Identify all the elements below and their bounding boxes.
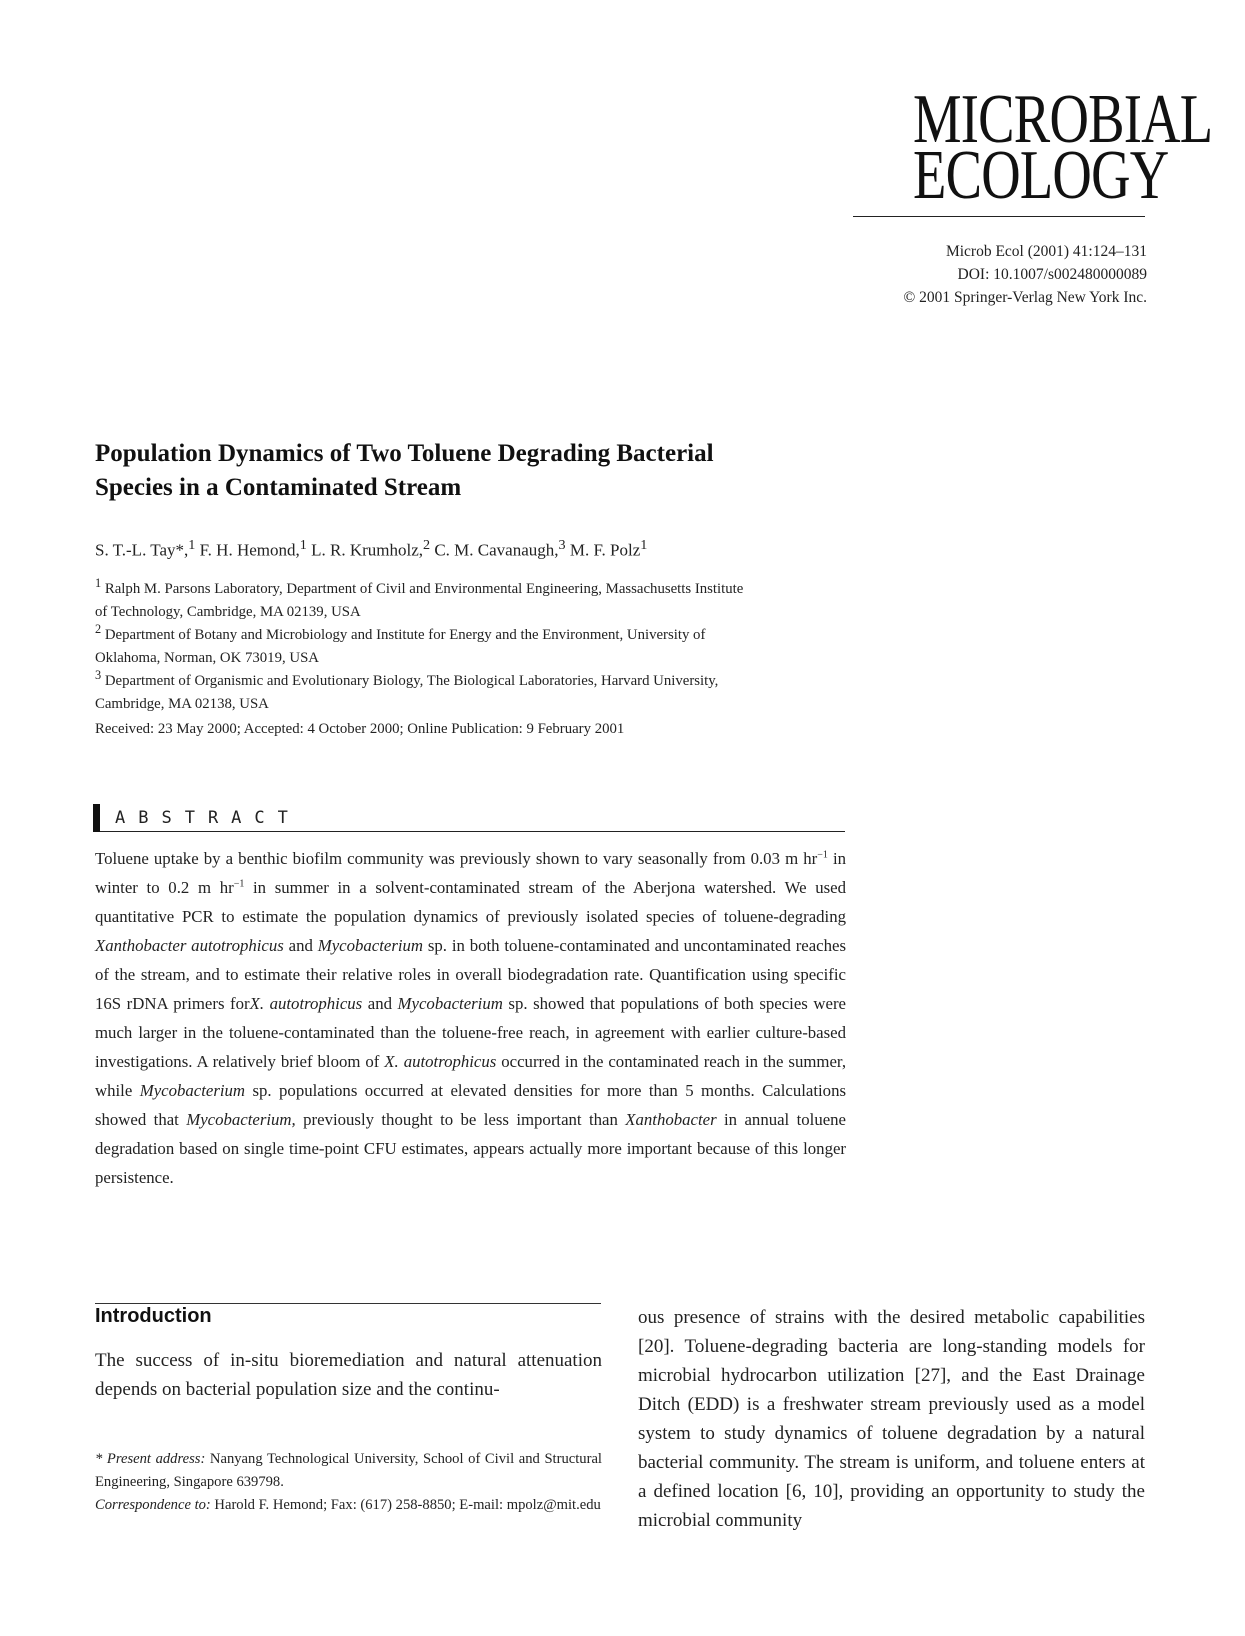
affiliation-number: 2 — [95, 622, 102, 636]
footnotes — [95, 1448, 602, 1517]
abstract-heading — [93, 801, 845, 832]
author-name: S. T.-L. Tay*, — [95, 540, 189, 560]
abstract-text: and — [362, 994, 398, 1013]
species-name: Mycobacterium — [139, 1081, 246, 1100]
abstract-text: Toluene uptake by a benthic biofilm community was previously shown to vary seasonally from 0.03 m hr — [95, 849, 818, 868]
affiliation-number: 1 — [95, 576, 102, 590]
footnote-text: Nanyang Technological University, School of Civil and Structural Engineering, Singapore 639798. — [95, 1451, 602, 1490]
masthead-rule — [853, 216, 1145, 217]
journal-logo-line1: MICROBIAL — [913, 81, 1213, 158]
affiliation-line: Department of Organismic and Evolutionary Biology, The Biological Laboratories, Harvard University, — [104, 672, 719, 689]
affiliation-line: of Technology, Cambridge, MA 02139, USA — [95, 603, 361, 620]
footnote-label: * Present address: — [95, 1451, 206, 1467]
footnote-text: Harold F. Hemond; Fax: (617) 258-8850; E-mail: mpolz@mit.edu — [210, 1497, 601, 1513]
copyright: © 2001 Springer-Verlag New York Inc. — [903, 289, 1147, 306]
affiliation-line: Oklahoma, Norman, OK 73019, USA — [95, 649, 319, 666]
abstract-heading-label: ABSTRACT — [115, 808, 301, 828]
journal-logo-line2: ECOLOGY — [913, 137, 1169, 214]
journal-logo — [913, 81, 1213, 214]
affiliation-3 — [95, 664, 855, 716]
article-title — [95, 437, 875, 505]
author-list — [95, 537, 647, 561]
abstract-body — [95, 844, 846, 1192]
abstract-text: occurred in the contaminated reach in the summer, while — [95, 1052, 847, 1100]
author-affil-sup: 1 — [640, 537, 648, 553]
abstract-text: in summer in a solvent-contaminated stream of the Aberjona watershed. We used quantitative PCR to estimate the population dynamics of previously isolated species of toluene-degrading — [95, 878, 846, 926]
species-name: Xanthobacter — [625, 1110, 717, 1129]
abstract-text: previously thought to be less important than — [295, 1110, 626, 1129]
species-name: Mycobacterium — [317, 936, 424, 955]
abstract-superscript: −1 — [233, 878, 245, 890]
author-affil-sup: 1 — [188, 537, 196, 553]
species-name: Xanthobacter autotrophicus — [95, 936, 284, 955]
introduction-right-column: ous presence of strains with the desired metabolic capabilities [20]. Toluene-degrading bacteria are long-standing models for microbial hydrocarbon utilization [27], and the East Drainage Ditch (EDD) is a freshwater stream previously used as a model system to study dynamics of toluene degradation by a natural bacterial community. The stream is uniform, and toluene enters at a defined location [6, 10], providing an opportunity to study the microbial community — [638, 1307, 1145, 1531]
affiliation-2 — [95, 618, 855, 670]
introduction-heading: Introduction — [95, 1305, 212, 1327]
abstract-bar-marker — [93, 804, 100, 832]
author-affil-sup: 3 — [558, 537, 566, 553]
author-affil-sup: 1 — [299, 537, 307, 553]
species-name: X. autotrophicus — [249, 994, 363, 1013]
affiliation-line: Ralph M. Parsons Laboratory, Department of Civil and Environmental Engineering, Massachusetts Institute — [104, 580, 744, 597]
citation-block — [904, 240, 1148, 309]
affiliation-line: Cambridge, MA 02138, USA — [95, 695, 269, 712]
species-name: Mycobacterium — [397, 994, 503, 1013]
present-address-footnote — [95, 1448, 602, 1494]
abstract-superscript: −1 — [817, 849, 828, 861]
affiliation-1 — [95, 572, 855, 624]
title-line-1: Population Dynamics of Two Toluene Degrading Bacterial — [95, 440, 714, 467]
author-name: M. F. Polz — [569, 540, 641, 560]
affiliation-number: 3 — [95, 668, 102, 682]
species-name: Mycobacterium, — [186, 1110, 296, 1129]
journal-citation: Microb Ecol (2001) 41:124–131 — [945, 243, 1147, 260]
author-name: F. H. Hemond, — [199, 540, 300, 560]
abstract-text: sp. showed that populations of both species were much larger in the toluene-contaminated than the toluene-free reach, in agreement with earlier culture-based investigations. A relatively brief bloom of — [95, 994, 846, 1071]
doi: DOI: 10.1007/s002480000089 — [957, 266, 1147, 283]
title-line-2: Species in a Contaminated Stream — [95, 474, 462, 501]
correspondence-footnote — [95, 1494, 602, 1517]
abstract-text: in winter to 0.2 m hr — [95, 849, 846, 897]
footnote-label: Correspondence to: — [95, 1497, 211, 1513]
author-name: L. R. Krumholz, — [311, 540, 423, 560]
abstract-text: and — [283, 936, 318, 955]
author-affil-sup: 2 — [423, 537, 431, 553]
publication-dates: Received: 23 May 2000; Accepted: 4 October 2000; Online Publication: 9 February 2001 — [95, 721, 625, 737]
abstract-text: in annual toluene degradation based on single time-point CFU estimates, appears actually more important because of this longer persistence. — [95, 1110, 846, 1187]
species-name: X. autotrophicus — [384, 1052, 497, 1071]
introduction-rule — [95, 1303, 601, 1304]
abstract-text: sp. populations occurred at elevated densities for more than 5 months. Calculations showed that — [95, 1081, 846, 1129]
introduction-left-column: The success of in-situ bioremediation and natural attenuation depends on bacterial population size and the continu- — [95, 1350, 602, 1400]
affiliation-line: Department of Botany and Microbiology and Institute for Energy and the Environment, University of — [104, 626, 706, 643]
author-name: C. M. Cavanaugh, — [434, 540, 559, 560]
abstract-text: sp. in both toluene-contaminated and uncontaminated reaches of the stream, and to estimate their relative roles in overall biodegradation rate. Quantification using specific 16S rDNA primers for — [95, 936, 846, 1013]
